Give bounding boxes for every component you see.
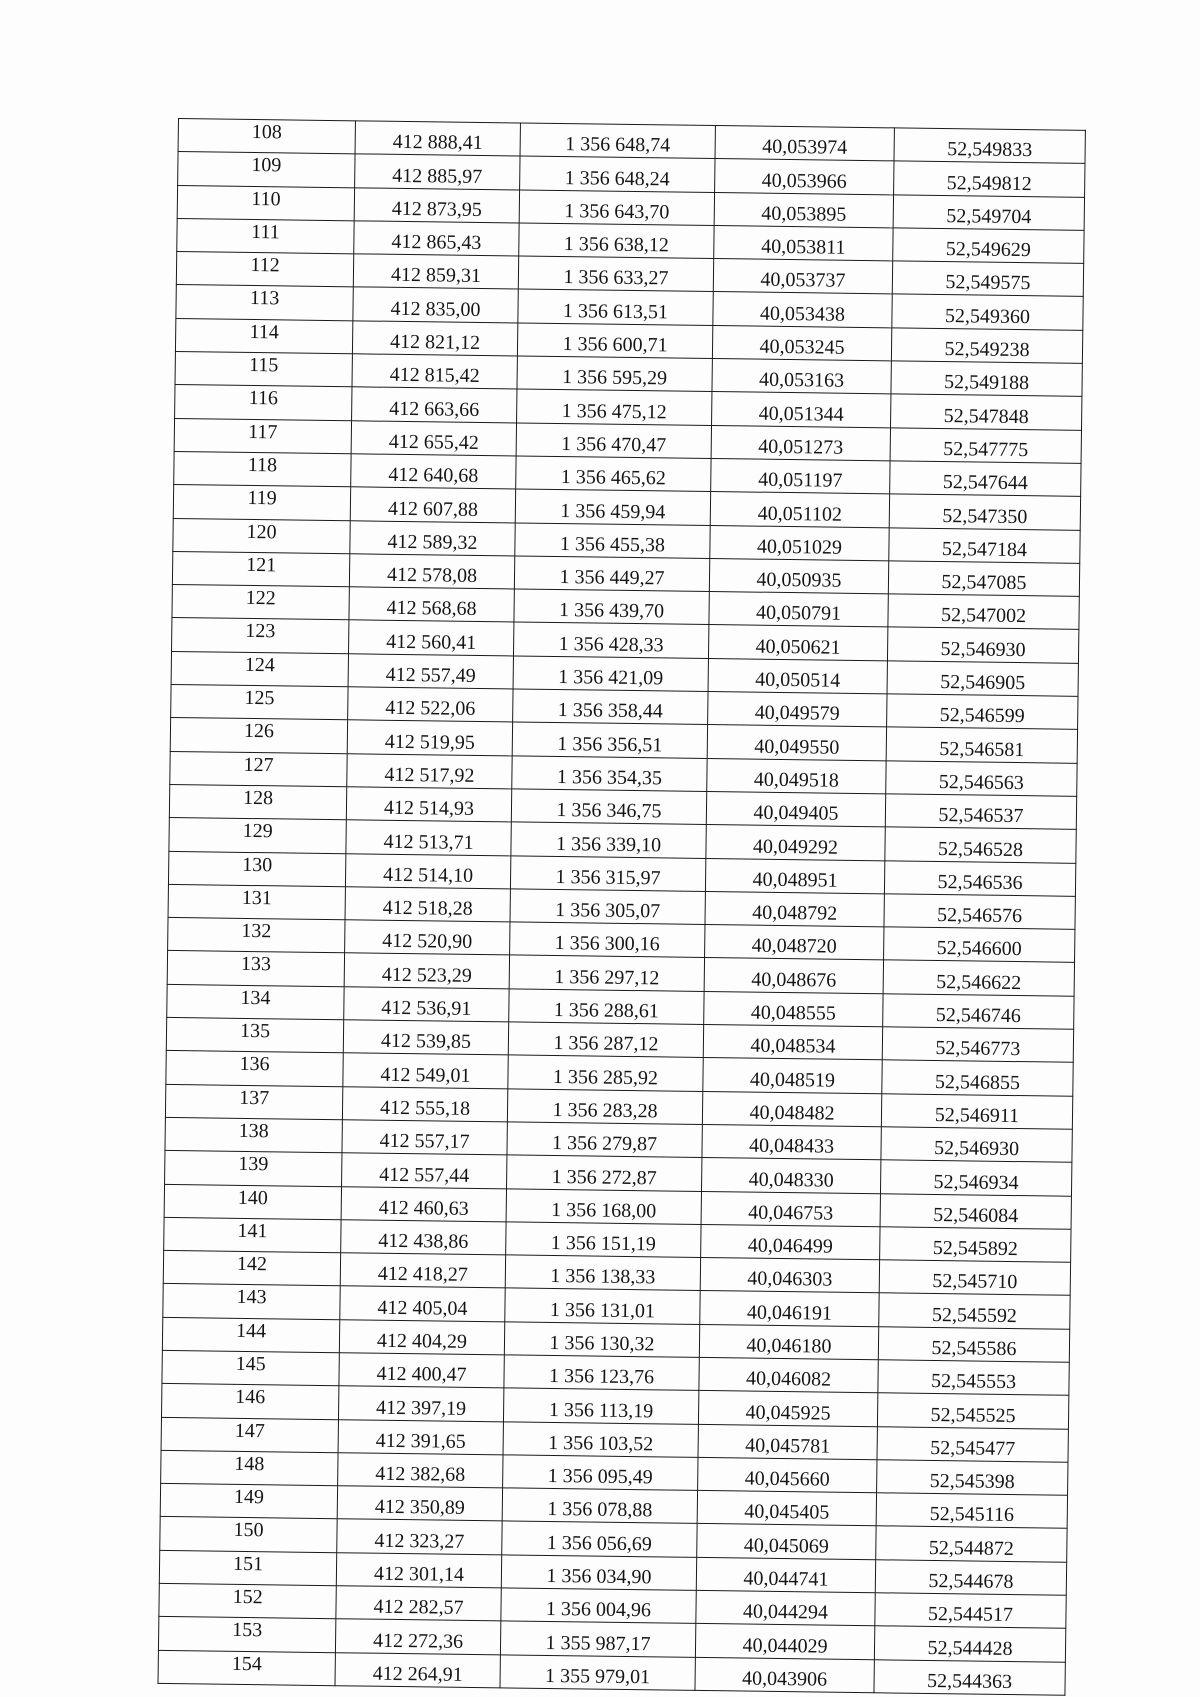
longitude-cell: 52,546934 [880,1160,1071,1196]
point-number-cell: 139 [165,1151,342,1187]
y-coordinate-cell: 1 356 288,61 [509,989,704,1025]
latitude-cell: 40,044741 [696,1557,875,1593]
x-coordinate-cell: 412 522,06 [348,687,513,722]
longitude-cell: 52,546600 [884,927,1075,963]
latitude-cell: 40,051102 [710,492,889,528]
point-number-cell: 111 [177,218,354,254]
y-coordinate-cell: 1 356 151,19 [506,1222,701,1258]
x-coordinate-cell: 412 438,86 [341,1220,506,1255]
y-coordinate-cell: 1 356 354,35 [512,756,707,792]
point-number-cell: 135 [166,1017,343,1053]
latitude-cell: 40,048534 [703,1024,882,1060]
y-coordinate-cell: 1 356 455,38 [515,523,710,559]
y-coordinate-cell: 1 356 004,96 [501,1588,696,1624]
y-coordinate-cell: 1 355 987,17 [500,1621,695,1657]
latitude-cell: 40,051344 [712,392,891,428]
point-number-cell: 119 [173,485,350,521]
y-coordinate-cell: 1 356 643,70 [519,190,714,226]
latitude-cell: 40,045069 [697,1524,876,1560]
latitude-cell: 40,048482 [702,1091,881,1127]
y-coordinate-cell: 1 356 283,28 [507,1089,702,1125]
y-coordinate-cell: 1 356 113,19 [503,1388,698,1424]
point-number-cell: 136 [166,1051,343,1087]
y-coordinate-cell: 1 356 138,33 [505,1255,700,1291]
x-coordinate-cell: 412 557,44 [342,1153,507,1188]
point-number-cell: 126 [170,718,347,754]
latitude-cell: 40,051197 [711,458,890,494]
point-number-cell: 144 [162,1317,339,1353]
latitude-cell: 40,053163 [712,359,891,395]
point-number-cell: 142 [163,1251,340,1287]
point-number-cell: 118 [174,451,351,487]
y-coordinate-cell: 1 356 168,00 [506,1188,701,1224]
longitude-cell: 52,549704 [893,194,1084,230]
longitude-cell: 52,546599 [887,694,1078,730]
y-coordinate-cell: 1 356 648,74 [520,123,715,159]
y-coordinate-cell: 1 356 465,62 [516,456,711,492]
longitude-cell: 52,546536 [884,860,1075,896]
point-number-cell: 127 [170,751,347,787]
point-number-cell: 112 [176,252,353,288]
y-coordinate-cell: 1 356 095,49 [503,1455,698,1491]
x-coordinate-cell: 412 821,12 [352,321,517,356]
x-coordinate-cell: 412 518,28 [345,887,510,922]
longitude-cell: 52,549629 [893,228,1084,264]
y-coordinate-cell: 1 356 421,09 [513,656,708,692]
point-number-cell: 132 [168,918,345,954]
x-coordinate-cell: 412 885,97 [355,154,520,189]
y-coordinate-cell: 1 356 272,87 [507,1155,702,1191]
y-coordinate-cell: 1 356 056,69 [502,1521,697,1557]
latitude-cell: 40,048720 [705,925,884,961]
y-coordinate-cell: 1 356 279,87 [507,1122,702,1158]
longitude-cell: 52,549812 [894,161,1085,197]
longitude-cell: 52,546773 [882,1027,1073,1063]
latitude-cell: 40,050514 [708,658,887,694]
x-coordinate-cell: 412 517,92 [347,753,512,788]
x-coordinate-cell: 412 560,41 [349,620,514,655]
y-coordinate-cell: 1 356 285,92 [508,1055,703,1091]
x-coordinate-cell: 412 350,89 [337,1486,502,1521]
latitude-cell: 40,048330 [702,1158,881,1194]
point-number-cell: 123 [172,618,349,654]
point-number-cell: 121 [172,551,349,587]
x-coordinate-cell: 412 404,29 [339,1319,504,1354]
x-coordinate-cell: 412 865,43 [354,221,519,256]
longitude-cell: 52,546576 [884,894,1075,930]
y-coordinate-cell: 1 356 287,12 [508,1022,703,1058]
y-coordinate-cell: 1 356 346,75 [511,789,706,825]
longitude-cell: 52,546581 [886,727,1077,763]
latitude-cell: 40,050791 [709,592,888,628]
point-number-cell: 147 [161,1417,338,1453]
longitude-cell: 52,544428 [874,1626,1065,1662]
longitude-cell: 52,547644 [890,461,1081,497]
x-coordinate-cell: 412 272,36 [335,1619,500,1654]
point-number-cell: 137 [165,1084,342,1120]
point-number-cell: 152 [159,1583,336,1619]
y-coordinate-cell: 1 356 305,07 [510,889,705,925]
y-coordinate-cell: 1 356 470,47 [516,423,711,459]
longitude-cell: 52,545398 [877,1460,1068,1496]
point-number-cell: 122 [172,585,349,621]
latitude-cell: 40,053966 [715,159,894,195]
x-coordinate-cell: 412 382,68 [338,1453,503,1488]
y-coordinate-cell: 1 356 449,27 [514,556,709,592]
point-number-cell: 145 [162,1350,339,1386]
x-coordinate-cell: 412 391,65 [338,1419,503,1454]
longitude-cell: 52,549833 [894,128,1085,164]
x-coordinate-cell: 412 568,68 [349,587,514,622]
coordinates-table [158,118,1086,1696]
latitude-cell: 40,044029 [695,1624,874,1660]
y-coordinate-cell: 1 356 356,51 [512,722,707,758]
x-coordinate-cell: 412 549,01 [343,1053,508,1088]
x-coordinate-cell: 412 578,08 [349,554,514,589]
x-coordinate-cell: 412 589,32 [350,520,515,555]
longitude-cell: 52,546084 [880,1193,1071,1229]
y-coordinate-cell: 1 356 600,71 [517,323,712,359]
longitude-cell: 52,545116 [876,1493,1067,1529]
x-coordinate-cell: 412 520,90 [345,920,510,955]
x-coordinate-cell: 412 282,57 [336,1586,501,1621]
x-coordinate-cell: 412 523,29 [344,953,509,988]
y-coordinate-cell: 1 356 123,76 [504,1355,699,1391]
latitude-cell: 40,046180 [699,1324,878,1360]
latitude-cell: 40,050935 [709,558,888,594]
latitude-cell: 40,043906 [695,1657,874,1693]
x-coordinate-cell: 412 607,88 [350,487,515,522]
x-coordinate-cell: 412 655,42 [351,420,516,455]
longitude-cell: 52,546622 [883,960,1074,996]
latitude-cell: 40,053438 [713,292,892,328]
y-coordinate-cell: 1 356 613,51 [518,289,713,325]
latitude-cell: 40,048555 [704,991,883,1027]
longitude-cell: 52,547775 [890,428,1081,464]
point-number-cell: 113 [176,285,353,321]
x-coordinate-cell: 412 888,41 [355,121,520,156]
point-number-cell: 148 [161,1450,338,1486]
latitude-cell: 40,048519 [703,1058,882,1094]
longitude-cell: 52,546537 [885,794,1076,830]
y-coordinate-cell: 1 356 103,52 [503,1421,698,1457]
y-coordinate-cell: 1 356 131,01 [505,1288,700,1324]
longitude-cell: 52,545586 [878,1326,1069,1362]
latitude-cell: 40,049550 [707,725,886,761]
latitude-cell: 40,053737 [713,259,892,295]
y-coordinate-cell: 1 356 475,12 [517,389,712,425]
x-coordinate-cell: 412 397,19 [338,1386,503,1421]
point-number-cell: 141 [164,1217,341,1253]
x-coordinate-cell: 412 264,91 [335,1652,500,1687]
point-number-cell: 140 [164,1184,341,1220]
longitude-cell: 52,545553 [878,1360,1069,1396]
y-coordinate-cell: 1 356 633,27 [518,256,713,292]
x-coordinate-cell: 412 301,14 [336,1552,501,1587]
point-number-cell: 114 [175,318,352,354]
longitude-cell: 52,546746 [883,994,1074,1030]
longitude-cell: 52,547350 [889,494,1080,530]
point-number-cell: 110 [177,185,354,221]
latitude-cell: 40,053974 [715,126,894,162]
y-coordinate-cell: 1 356 648,24 [520,156,715,192]
y-coordinate-cell: 1 356 315,97 [510,855,705,891]
y-coordinate-cell: 1 356 358,44 [513,689,708,725]
longitude-cell: 52,546855 [882,1060,1073,1096]
y-coordinate-cell: 1 356 439,70 [514,589,709,625]
longitude-cell: 52,546930 [881,1127,1072,1163]
point-number-cell: 130 [168,851,345,887]
longitude-cell: 52,545710 [879,1260,1070,1296]
y-coordinate-cell: 1 356 130,32 [504,1322,699,1358]
x-coordinate-cell: 412 418,27 [340,1253,505,1288]
x-coordinate-cell: 412 555,18 [342,1086,507,1121]
latitude-cell: 40,050621 [708,625,887,661]
longitude-cell: 52,546930 [887,627,1078,663]
longitude-cell: 52,547002 [888,594,1079,630]
point-number-cell: 128 [169,784,346,820]
latitude-cell: 40,053245 [712,325,891,361]
longitude-cell: 52,544872 [876,1526,1067,1562]
x-coordinate-cell: 412 460,63 [341,1186,506,1221]
point-number-cell: 151 [159,1550,336,1586]
point-number-cell: 131 [168,884,345,920]
longitude-cell: 52,545592 [879,1293,1070,1329]
x-coordinate-cell: 412 873,95 [354,187,519,222]
y-coordinate-cell: 1 355 979,01 [500,1655,695,1691]
coordinates-table-body [158,119,1085,1696]
latitude-cell: 40,046303 [700,1258,879,1294]
longitude-cell: 52,546905 [887,661,1078,697]
point-number-cell: 153 [158,1617,335,1653]
y-coordinate-cell: 1 356 638,12 [519,223,714,259]
longitude-cell: 52,546563 [886,760,1077,796]
longitude-cell: 52,545525 [877,1393,1068,1429]
point-number-cell: 129 [169,818,346,854]
latitude-cell: 40,049579 [708,692,887,728]
latitude-cell: 40,045781 [698,1424,877,1460]
point-number-cell: 133 [167,951,344,987]
longitude-cell: 52,544678 [875,1560,1066,1596]
longitude-cell: 52,545477 [877,1426,1068,1462]
y-coordinate-cell: 1 356 595,29 [517,356,712,392]
x-coordinate-cell: 412 815,42 [352,354,517,389]
latitude-cell: 40,049518 [707,758,886,794]
latitude-cell: 40,048433 [702,1124,881,1160]
latitude-cell: 40,046499 [701,1224,880,1260]
x-coordinate-cell: 412 859,31 [353,254,518,289]
latitude-cell: 40,045925 [698,1391,877,1427]
latitude-cell: 40,048951 [705,858,884,894]
x-coordinate-cell: 412 514,10 [345,853,510,888]
point-number-cell: 117 [174,418,351,454]
latitude-cell: 40,049405 [706,791,885,827]
y-coordinate-cell: 1 356 339,10 [511,822,706,858]
latitude-cell: 40,045405 [697,1491,876,1527]
point-number-cell: 150 [160,1517,337,1553]
latitude-cell: 40,046082 [699,1357,878,1393]
x-coordinate-cell: 412 519,95 [347,720,512,755]
latitude-cell: 40,044294 [696,1590,875,1626]
y-coordinate-cell: 1 356 297,12 [509,955,704,991]
longitude-cell: 52,549188 [891,361,1082,397]
x-coordinate-cell: 412 835,00 [353,287,518,322]
latitude-cell: 40,048676 [704,958,883,994]
x-coordinate-cell: 412 323,27 [337,1519,502,1554]
latitude-cell: 40,049292 [706,825,885,861]
longitude-cell: 52,545892 [880,1227,1071,1263]
y-coordinate-cell: 1 356 459,94 [515,489,710,525]
x-coordinate-cell: 412 557,17 [342,1120,507,1155]
x-coordinate-cell: 412 539,85 [343,1020,508,1055]
point-number-cell: 115 [175,352,352,388]
point-number-cell: 125 [171,685,348,721]
latitude-cell: 40,051273 [711,425,890,461]
latitude-cell: 40,053895 [714,192,893,228]
point-number-cell: 109 [178,152,355,188]
y-coordinate-cell: 1 356 078,88 [502,1488,697,1524]
longitude-cell: 52,549238 [891,328,1082,364]
latitude-cell: 40,051029 [710,525,889,561]
x-coordinate-cell: 412 557,49 [348,654,513,689]
point-number-cell: 108 [178,119,355,155]
longitude-cell: 52,549575 [892,261,1083,297]
latitude-cell: 40,046191 [700,1291,879,1327]
x-coordinate-cell: 412 513,71 [346,820,511,855]
x-coordinate-cell: 412 405,04 [340,1286,505,1321]
point-number-cell: 134 [167,984,344,1020]
longitude-cell: 52,547184 [889,527,1080,563]
longitude-cell: 52,544517 [875,1593,1066,1629]
y-coordinate-cell: 1 356 034,90 [501,1555,696,1591]
point-number-cell: 146 [161,1384,338,1420]
point-number-cell: 149 [160,1484,337,1520]
point-number-cell: 124 [171,651,348,687]
y-coordinate-cell: 1 356 428,33 [513,622,708,658]
x-coordinate-cell: 412 640,68 [351,454,516,489]
point-number-cell: 138 [165,1117,342,1153]
point-number-cell: 154 [158,1650,335,1686]
longitude-cell: 52,549360 [892,294,1083,330]
x-coordinate-cell: 412 514,93 [346,787,511,822]
latitude-cell: 40,048792 [705,891,884,927]
point-number-cell: 120 [173,518,350,554]
longitude-cell: 52,546528 [885,827,1076,863]
latitude-cell: 40,053811 [714,225,893,261]
latitude-cell: 40,045660 [698,1457,877,1493]
longitude-cell: 52,544363 [874,1659,1065,1695]
longitude-cell: 52,547085 [888,561,1079,597]
x-coordinate-cell: 412 663,66 [352,387,517,422]
y-coordinate-cell: 1 356 300,16 [510,922,705,958]
longitude-cell: 52,547848 [891,394,1082,430]
coordinates-table-wrapper [158,118,1080,1696]
x-coordinate-cell: 412 536,91 [344,986,509,1021]
x-coordinate-cell: 412 400,47 [339,1353,504,1388]
point-number-cell: 143 [163,1284,340,1320]
longitude-cell: 52,546911 [881,1093,1072,1129]
latitude-cell: 40,046753 [701,1191,880,1227]
point-number-cell: 116 [175,385,352,421]
